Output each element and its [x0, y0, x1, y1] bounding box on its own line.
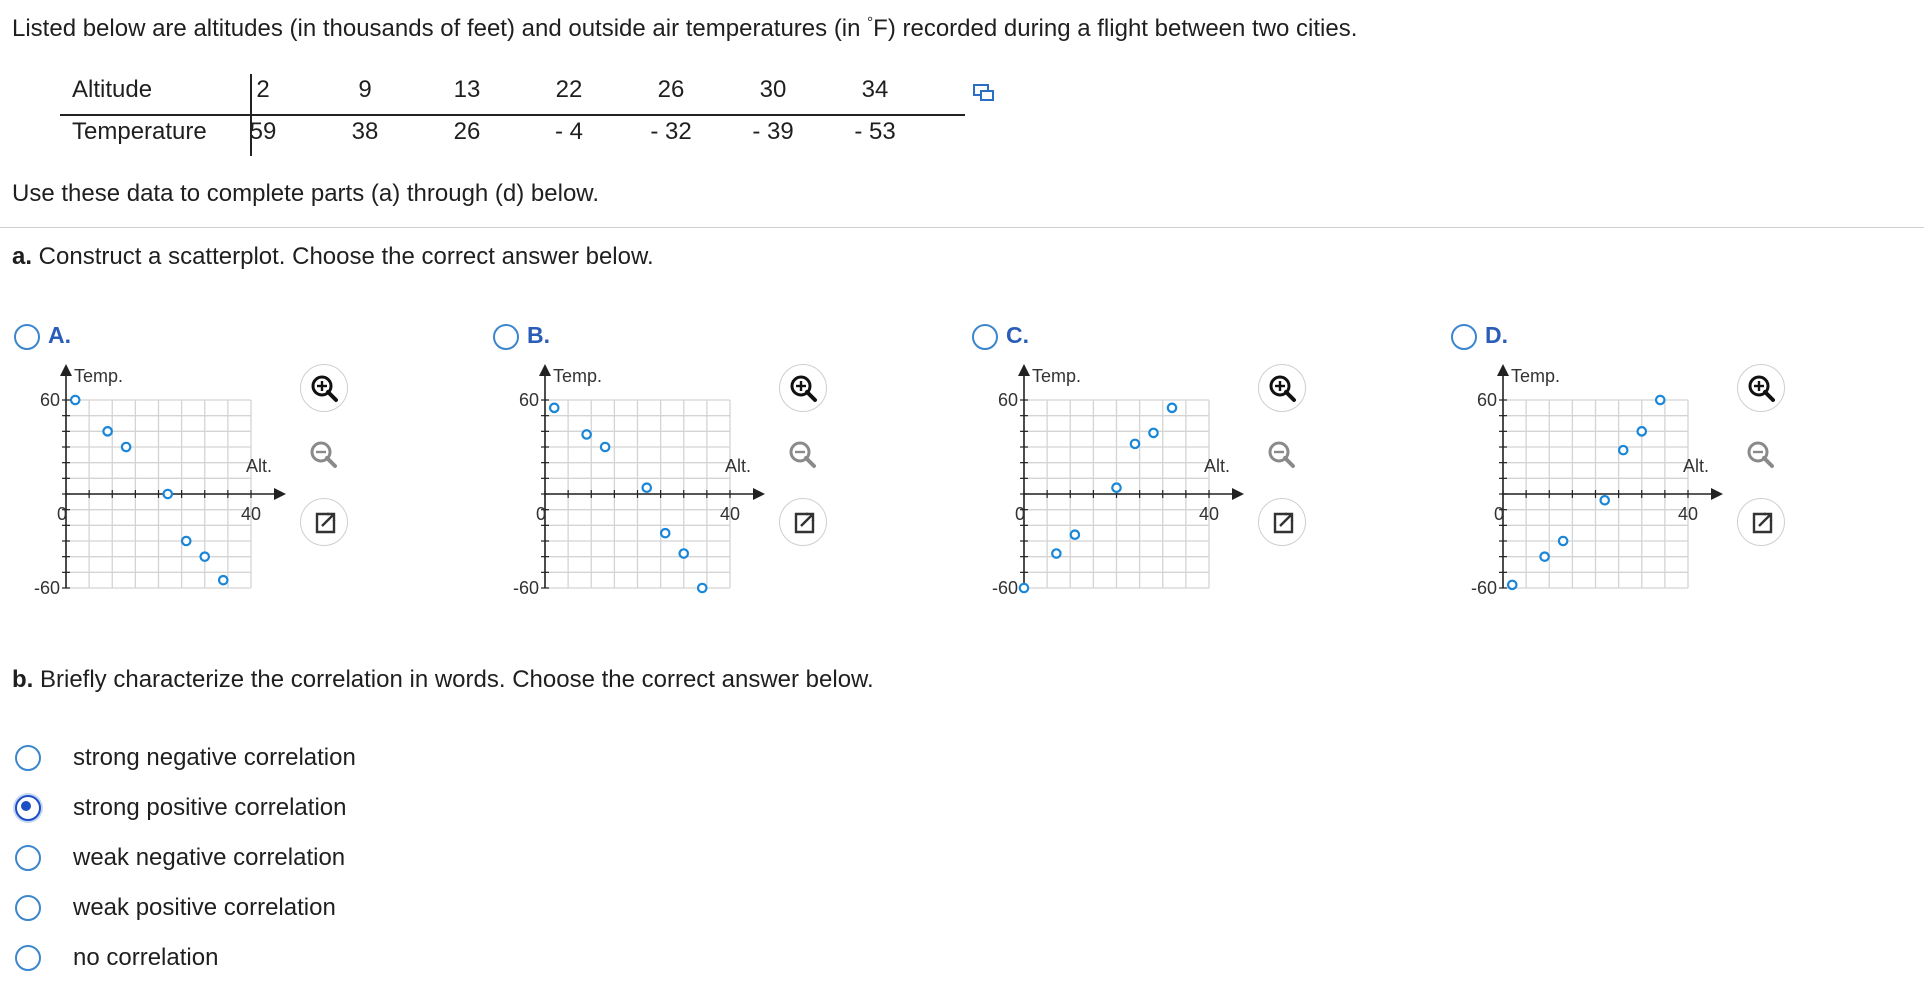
zoom-out-icon[interactable] — [1737, 431, 1785, 479]
data-point — [164, 490, 172, 498]
question-a-number: a. — [12, 243, 33, 270]
data-point — [182, 537, 190, 545]
y-tick-label-top: 60 — [518, 390, 539, 410]
option-letter: C. — [1006, 322, 1029, 348]
data-point — [1131, 440, 1139, 448]
altitude-cell: 22 — [555, 76, 583, 103]
data-point — [1601, 496, 1609, 504]
correlation-option-label[interactable]: strong negative correlation — [73, 744, 356, 771]
data-point — [601, 443, 609, 451]
option-letter: B. — [527, 322, 550, 348]
question-b — [12, 666, 874, 694]
zoom-out-icon[interactable] — [779, 431, 827, 479]
temperature-cell: 59 — [249, 118, 277, 145]
open-external-icon[interactable] — [1258, 498, 1306, 546]
data-point — [680, 549, 688, 557]
data-point — [71, 396, 79, 404]
option-a-radio[interactable] — [14, 324, 40, 350]
data-point — [219, 576, 227, 584]
x-axis-arrow — [1711, 488, 1723, 500]
altitude-cell: 26 — [657, 76, 685, 103]
y-tick-label-bottom: -60 — [1470, 578, 1497, 596]
zoom-out-icon[interactable] — [1258, 431, 1306, 479]
data-point — [103, 427, 111, 435]
option-d-radio[interactable] — [1451, 324, 1477, 350]
data-point — [1508, 581, 1516, 589]
intro-text-start: Listed below are altitudes (in thousands of feet) and outside air temperatures (in — [12, 15, 868, 42]
x-tick-label-origin: 0 — [56, 504, 68, 524]
x-tick-label-origin: 0 — [1493, 504, 1505, 524]
altitude-cell: 34 — [861, 76, 889, 103]
zoom-out-icon[interactable] — [300, 431, 348, 479]
x-axis-title: Alt. — [725, 456, 752, 476]
temperature-cell: 26 — [453, 118, 481, 145]
altitude-cell: 13 — [453, 76, 481, 103]
correlation-option-label[interactable]: weak negative correlation — [73, 844, 346, 871]
data-table — [60, 74, 965, 154]
x-axis-arrow — [1232, 488, 1244, 500]
y-tick-label-bottom: -60 — [991, 578, 1018, 596]
section-divider — [0, 227, 1924, 228]
data-point — [1168, 404, 1176, 412]
zoom-in-icon[interactable] — [1258, 364, 1306, 412]
y-tick-label-top: 60 — [997, 390, 1018, 410]
y-tick-label-top: 60 — [1476, 390, 1497, 410]
data-point — [582, 430, 590, 438]
question-a — [12, 243, 654, 271]
x-axis-title: Alt. — [1204, 456, 1231, 476]
zoom-in-icon[interactable] — [779, 364, 827, 412]
altitude-cell: 9 — [358, 76, 372, 103]
data-point — [1052, 549, 1060, 557]
scatterplot-option-b — [479, 356, 779, 596]
data-point — [661, 529, 669, 537]
correlation-option-radio[interactable] — [15, 945, 41, 971]
zoom-in-icon[interactable] — [1737, 364, 1785, 412]
correlation-option-label[interactable]: weak positive correlation — [73, 894, 336, 921]
y-tick-label-bottom: -60 — [512, 578, 539, 596]
correlation-option-radio[interactable] — [15, 795, 41, 821]
question-b-number: b. — [12, 666, 34, 693]
open-external-icon[interactable] — [1737, 498, 1785, 546]
temperature-cell: - 39 — [752, 118, 794, 145]
x-axis-title: Alt. — [1683, 456, 1710, 476]
data-point — [643, 484, 651, 492]
correlation-option-radio[interactable] — [15, 745, 41, 771]
data-point — [1638, 427, 1646, 435]
data-point — [1656, 396, 1664, 404]
x-tick-label-40: 40 — [1677, 504, 1699, 524]
intro-text — [12, 14, 1357, 43]
scatterplot-option-c — [958, 356, 1258, 596]
correlation-option-radio[interactable] — [15, 845, 41, 871]
data-point — [1112, 484, 1120, 492]
instruction-text: Use these data to complete parts (a) through (d) below. — [12, 180, 599, 207]
data-point — [1071, 531, 1079, 539]
open-external-icon[interactable] — [300, 498, 348, 546]
altitude-cell: 30 — [759, 76, 787, 103]
y-axis-title: Temp. — [74, 366, 124, 386]
scatterplot-option-d — [1437, 356, 1737, 596]
y-axis-arrow — [539, 364, 551, 376]
correlation-option-label[interactable]: strong positive correlation — [73, 794, 347, 821]
table-divider-horizontal — [60, 114, 965, 116]
data-point — [122, 443, 130, 451]
y-axis-title: Temp. — [1032, 366, 1082, 386]
correlation-option-label[interactable]: no correlation — [73, 944, 219, 971]
correlation-option-radio[interactable] — [15, 895, 41, 921]
y-axis-arrow — [60, 364, 72, 376]
temperature-cell: - 32 — [650, 118, 692, 145]
x-axis-arrow — [753, 488, 765, 500]
degree-symbol: ° — [867, 14, 874, 31]
scatterplot-option-a — [0, 356, 300, 596]
data-point — [1559, 537, 1567, 545]
row-label-temperature: Temperature — [72, 118, 207, 145]
data-point — [1540, 552, 1548, 560]
data-point — [550, 404, 558, 412]
x-tick-label-40: 40 — [719, 504, 741, 524]
data-point — [1619, 446, 1627, 454]
y-axis-title: Temp. — [1511, 366, 1561, 386]
question-a-text: Construct a scatterplot. Choose the correct answer below. — [32, 243, 654, 270]
option-letter: D. — [1485, 322, 1508, 348]
data-point — [698, 584, 706, 592]
data-point — [201, 552, 209, 560]
temperature-cell: - 53 — [854, 118, 896, 145]
row-label-altitude: Altitude — [72, 76, 153, 103]
altitude-cell: 2 — [256, 76, 270, 103]
x-tick-label-40: 40 — [240, 504, 262, 524]
question-b-text: Briefly characterize the correlation in words. Choose the correct answer below. — [33, 666, 874, 693]
x-axis-title: Alt. — [246, 456, 273, 476]
data-point — [1149, 429, 1157, 437]
temperature-cell: - 4 — [554, 118, 583, 145]
temperature-cell: 38 — [351, 118, 379, 145]
option-b-radio[interactable] — [493, 324, 519, 350]
copy-icon[interactable] — [972, 82, 996, 104]
option-letter: A. — [48, 322, 71, 348]
x-tick-label-40: 40 — [1198, 504, 1220, 524]
y-axis-arrow — [1497, 364, 1509, 376]
x-tick-label-origin: 0 — [1014, 504, 1026, 524]
option-c-radio[interactable] — [972, 324, 998, 350]
open-external-icon[interactable] — [779, 498, 827, 546]
y-tick-label-bottom: -60 — [33, 578, 60, 596]
data-point — [1020, 584, 1028, 592]
intro-text-end: F) recorded during a flight between two cities. — [873, 15, 1358, 42]
x-tick-label-origin: 0 — [535, 504, 547, 524]
y-axis-title: Temp. — [553, 366, 603, 386]
y-axis-arrow — [1018, 364, 1030, 376]
x-axis-arrow — [274, 488, 286, 500]
y-tick-label-top: 60 — [39, 390, 60, 410]
zoom-in-icon[interactable] — [300, 364, 348, 412]
